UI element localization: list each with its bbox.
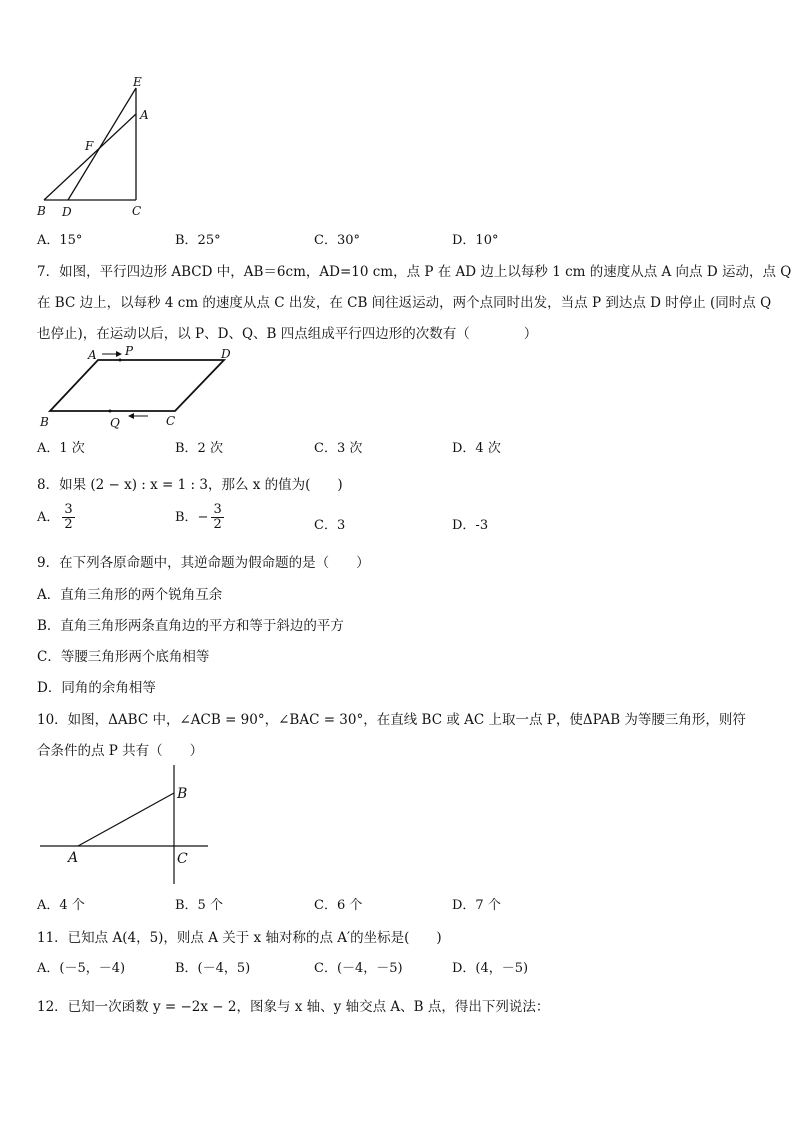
q12-stem: 12．已知一次函数 y = −2x − 2，图象与 x 轴、y 轴交点 A、B 点，得出下列说法： bbox=[37, 999, 550, 1015]
q11-option-b: B．(－4，5) bbox=[175, 961, 251, 976]
q7-option-a: A．1 次 bbox=[37, 441, 85, 456]
q7-stem-line3: 也停止)，在运动以后，以 P、D、Q、B 四点组成平行四边形的次数有（ ） bbox=[37, 326, 538, 342]
q10-option-b: B．5 个 bbox=[175, 898, 223, 913]
label-C: C bbox=[177, 851, 188, 867]
label-F: F bbox=[85, 139, 94, 153]
figure-q10 bbox=[36, 762, 216, 887]
q8-option-a-prefix: A． bbox=[37, 510, 60, 525]
label-A: A bbox=[140, 108, 149, 122]
q8-option-a-denominator: 2 bbox=[64, 517, 73, 532]
q8-option-c: C．3 bbox=[314, 518, 346, 533]
q7-option-b: B．2 次 bbox=[175, 441, 223, 456]
q7-option-c: C．3 次 bbox=[314, 441, 363, 456]
segment-BA bbox=[44, 114, 136, 200]
label-B: B bbox=[37, 204, 46, 218]
q10-stem-line2: 合条件的点 P 共有（ ） bbox=[37, 743, 204, 759]
label-B: B bbox=[40, 415, 49, 429]
segment-AB bbox=[78, 793, 174, 846]
q11-option-d: D．(4，－5) bbox=[452, 961, 529, 976]
label-E: E bbox=[133, 75, 142, 89]
q6-option-c: C．30° bbox=[314, 233, 360, 248]
q8-option-b-denominator: 2 bbox=[213, 517, 222, 532]
q8-option-a-numerator: 3 bbox=[64, 502, 73, 517]
q9-option-b: B．直角三角形两条直角边的平方和等于斜边的平方 bbox=[37, 618, 344, 634]
q10-option-c: C．6 个 bbox=[314, 898, 363, 913]
q8-option-a bbox=[37, 503, 75, 532]
q9-option-c: C．等腰三角形两个底角相等 bbox=[37, 649, 210, 665]
figure-q6 bbox=[30, 74, 160, 224]
q8-stem: 8．如果 (2 − x) : x = 1 : 3，那么 x 的值为( ) bbox=[37, 477, 343, 493]
q8-option-b-prefix: B．− bbox=[175, 510, 209, 525]
q7-stem-line2: 在 BC 边上，以每秒 4 cm 的速度从点 C 出发，在 CB 间往返运动，两个点同时出发，当点 P 到达点 D 时停止 (同时点 Q bbox=[37, 295, 772, 311]
label-D: D bbox=[221, 347, 231, 361]
label-B: B bbox=[177, 786, 188, 802]
q6-option-d: D．10° bbox=[452, 233, 499, 248]
label-P: P bbox=[125, 344, 134, 358]
figure-q7 bbox=[30, 342, 250, 434]
point-P bbox=[119, 359, 122, 362]
q7-option-d: D．4 次 bbox=[452, 441, 501, 456]
arrow-P-head bbox=[116, 351, 122, 357]
q6-option-a: A．15° bbox=[37, 233, 83, 248]
q11-option-c: C．(－4，－5) bbox=[314, 961, 403, 976]
q9-option-a: A．直角三角形的两个锐角互余 bbox=[37, 587, 223, 603]
q6-option-b: B．25° bbox=[175, 233, 221, 248]
q10-option-d: D．7 个 bbox=[452, 898, 501, 913]
q8-option-a-fraction bbox=[62, 503, 74, 532]
q8-option-b bbox=[175, 503, 224, 532]
label-C: C bbox=[132, 204, 142, 218]
q9-option-d: D．同角的余角相等 bbox=[37, 680, 156, 696]
label-Q: Q bbox=[110, 416, 120, 430]
label-A: A bbox=[68, 850, 79, 866]
q8-option-b-fraction bbox=[211, 503, 223, 532]
parallelogram-ABCD bbox=[50, 360, 224, 411]
point-Q bbox=[109, 410, 112, 413]
label-D: D bbox=[62, 205, 72, 219]
q8-option-d: D．-3 bbox=[452, 518, 489, 533]
q11-option-a: A．(－5，－4) bbox=[37, 961, 126, 976]
q7-stem-line1: 7．如图，平行四边形 ABCD 中，AB＝6cm，AD=10 cm，点 P 在 AD 边上以每秒 1 cm 的速度从点 A 向点 D 运动，点 Q bbox=[37, 264, 792, 280]
q10-option-a: A．4 个 bbox=[37, 898, 85, 913]
q11-stem: 11．已知点 A(4，5)，则点 A 关于 x 轴对称的点 A′的坐标是( ) bbox=[37, 930, 442, 946]
segment-DE bbox=[68, 88, 136, 200]
arrow-Q-head bbox=[128, 413, 134, 419]
q10-stem-line1: 10．如图，ΔABC 中，∠ACB = 90°，∠BAC = 30°，在直线 BC 或 AC 上取一点 P，使ΔPAB 为等腰三角形，则符 bbox=[37, 712, 746, 728]
q8-option-b-numerator: 3 bbox=[213, 502, 222, 517]
q9-stem: 9．在下列各原命题中，其逆命题为假命题的是（ ） bbox=[37, 555, 370, 571]
label-A: A bbox=[88, 348, 97, 362]
label-C: C bbox=[166, 414, 176, 428]
